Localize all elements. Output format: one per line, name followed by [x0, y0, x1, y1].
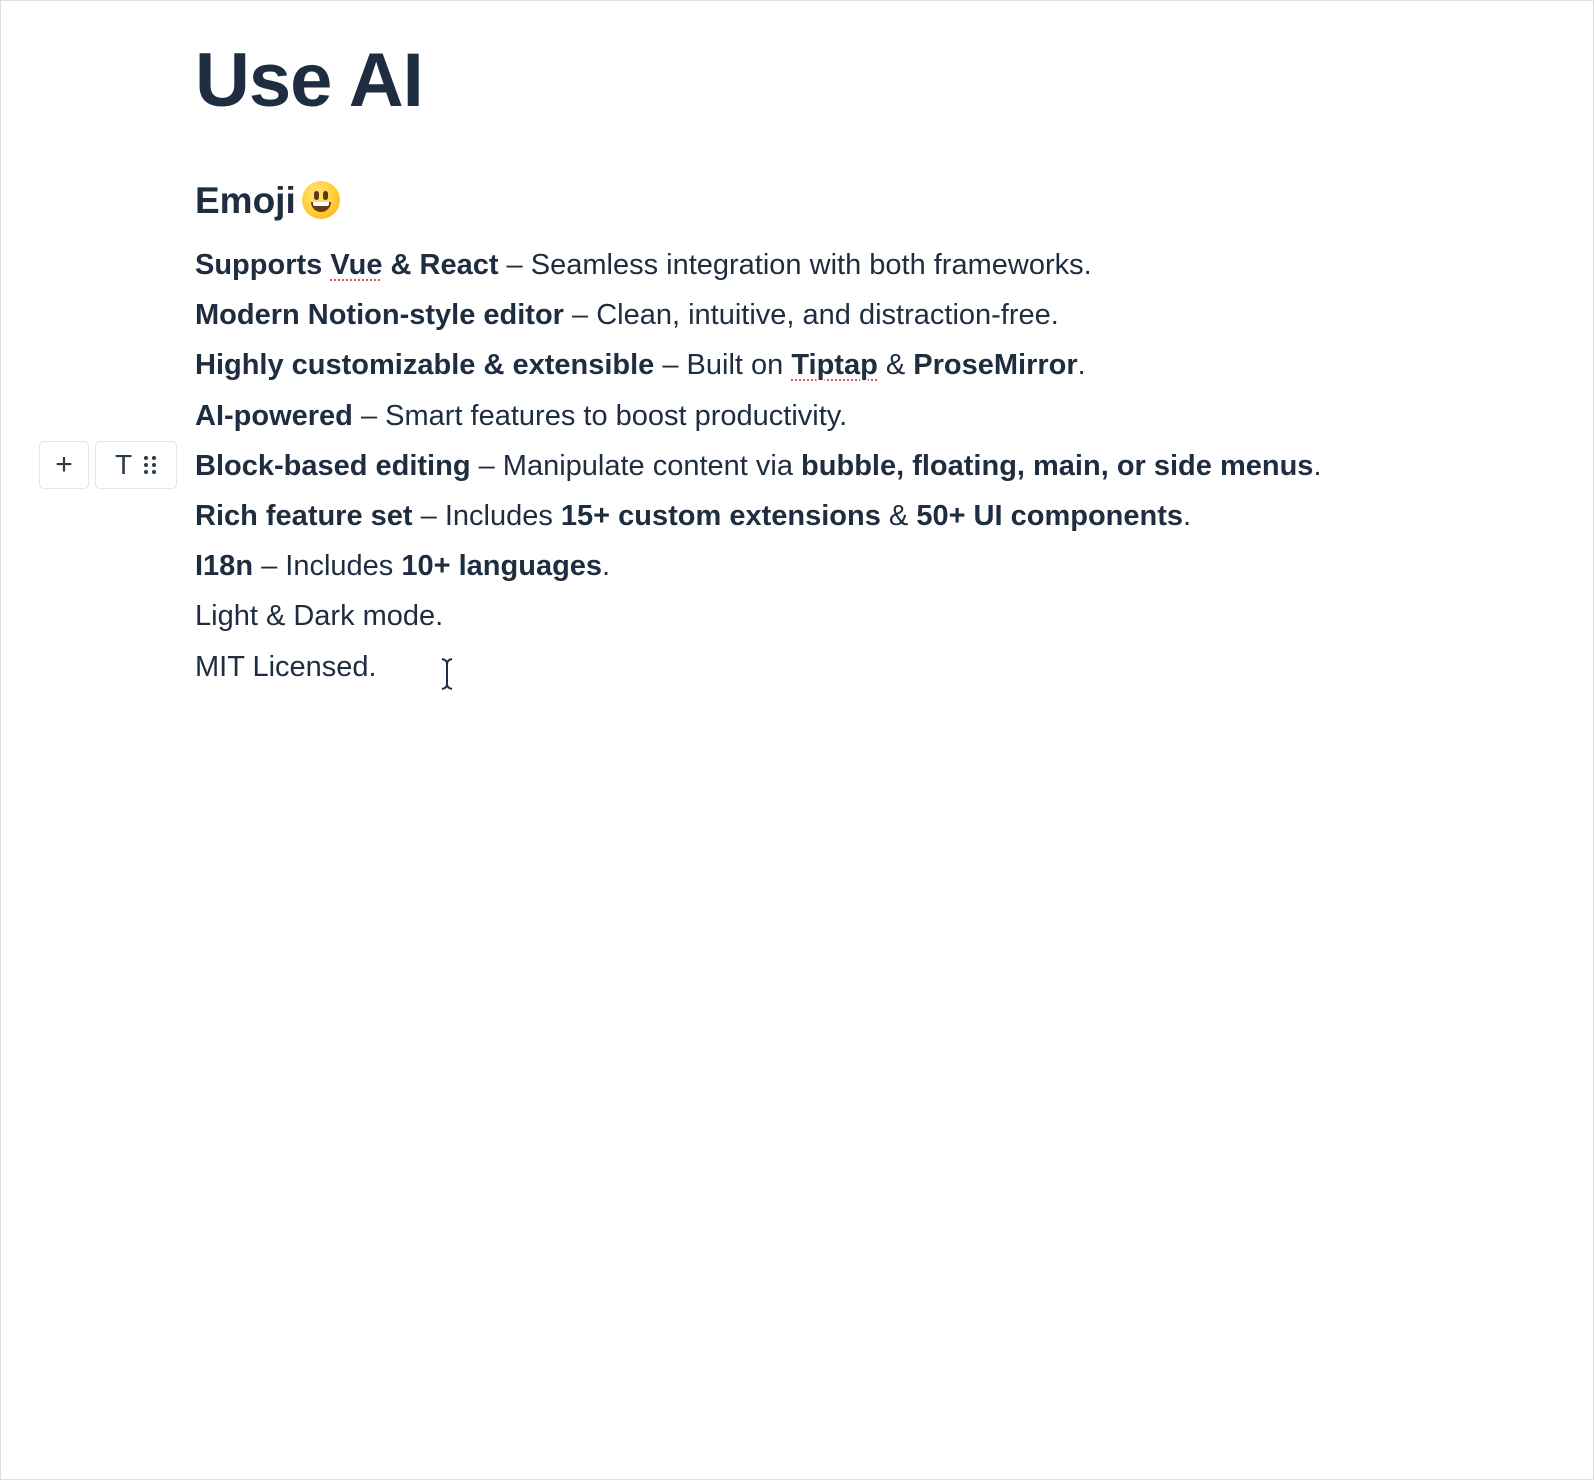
feature-text: Clean, intuitive, and distraction-free.	[596, 299, 1059, 331]
feature-text: Built on	[686, 349, 792, 381]
feature-bold-menus: bubble, floating, main, or side menus	[801, 450, 1314, 482]
feature-end: .	[1313, 450, 1322, 482]
section-heading[interactable]	[195, 177, 340, 225]
feature-separator: –	[352, 400, 386, 432]
feature-text: Light & Dark mode.	[195, 600, 444, 632]
text-cursor-icon	[438, 657, 456, 691]
feature-text: MIT Licensed.	[195, 651, 377, 683]
feature-end: .	[1077, 349, 1086, 381]
feature-paragraph[interactable]	[195, 496, 1191, 536]
feature-bold-extensions: 15+ custom extensions	[560, 500, 881, 532]
document-title[interactable]: Use AI	[195, 38, 423, 123]
feature-text: Manipulate content via	[502, 450, 802, 482]
feature-text: Seamless integration with both frameworks.	[530, 249, 1092, 281]
feature-separator: –	[253, 550, 286, 582]
feature-paragraph[interactable]	[195, 345, 1086, 385]
feature-separator: –	[412, 500, 445, 532]
feature-paragraph[interactable]	[195, 245, 1092, 285]
block-side-menu	[39, 441, 177, 489]
feature-bold: Rich feature set	[195, 500, 413, 532]
feature-bold-prosemirror: ProseMirror	[913, 349, 1078, 381]
feature-paragraph[interactable]	[195, 596, 443, 636]
feature-end: .	[602, 550, 611, 582]
feature-bold-languages: 10+ languages	[401, 550, 603, 582]
block-type-drag-button[interactable]	[95, 441, 177, 489]
section-heading-text: Emoji	[195, 180, 296, 221]
drag-handle-icon[interactable]	[144, 456, 157, 474]
add-block-button[interactable]	[39, 441, 89, 489]
feature-separator: –	[654, 349, 687, 381]
plus-icon: +	[55, 448, 73, 481]
feature-text: Smart features to boost productivity.	[385, 400, 848, 432]
feature-paragraph[interactable]	[195, 546, 610, 586]
feature-conjunction: &	[877, 349, 914, 381]
feature-bold-tiptap: Tiptap	[791, 349, 878, 381]
feature-bold: Modern Notion-style editor	[195, 299, 564, 331]
feature-paragraph-active[interactable]	[195, 446, 1322, 486]
text-type-icon[interactable]: T	[114, 449, 133, 480]
feature-bold: Block-based editing	[195, 450, 471, 482]
feature-bold-components: 50+ UI components	[916, 500, 1184, 532]
feature-text: Includes	[444, 500, 561, 532]
feature-bold: I18n	[195, 550, 254, 582]
feature-bold	[195, 249, 499, 281]
feature-conjunction: &	[880, 500, 917, 532]
feature-bold-part: Supports Vue & React	[195, 249, 499, 281]
feature-separator: –	[498, 249, 531, 281]
feature-paragraph[interactable]	[195, 647, 377, 687]
feature-paragraph[interactable]	[195, 396, 847, 436]
feature-paragraph[interactable]	[195, 295, 1059, 335]
feature-bold: AI-powered	[195, 400, 353, 432]
feature-end: .	[1183, 500, 1192, 532]
feature-text: Includes	[285, 550, 402, 582]
spellcheck-word: Vue	[330, 249, 383, 281]
feature-separator: –	[563, 299, 597, 331]
grinning-face-icon	[302, 181, 340, 219]
feature-separator: –	[470, 450, 503, 482]
feature-bold: Highly customizable & extensible	[195, 349, 655, 381]
